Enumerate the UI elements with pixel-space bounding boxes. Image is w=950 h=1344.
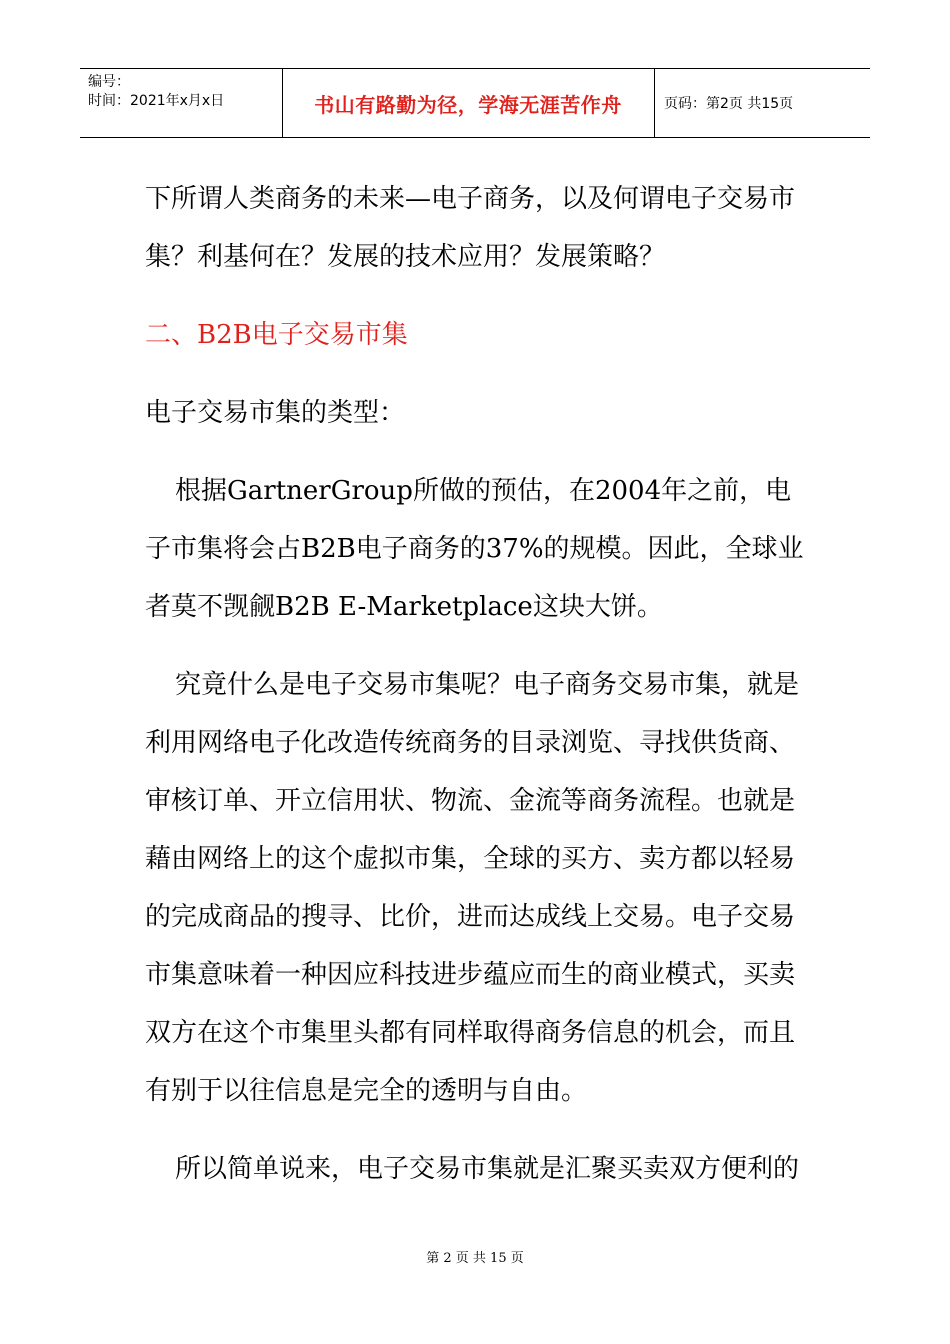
- section-heading: 二、B2B电子交易市集: [145, 320, 408, 350]
- paragraph-definition: 究竟什么是电子交易市集呢？电子商务交易市集，就是利用网络电子化改造传统商务的目录浏览、寻找供货商、审核订单、开立信用状、物流、金流等商务流程。也就是藉由网络上的这个虚拟市集，全球的买方、卖方都以轻易的完成商品的搜寻、比价，进而达成线上交易。电子交易市集意味着一种因应科技进步蕴应而生的商业模式，买卖双方在这个市集里头都有同样取得商务信息的机会，而且有别于以往信息是完全的透明与自由。: [145, 670, 800, 1106]
- paragraph-summary: 所以简单说来，电子交易市集就是汇聚买卖双方便利的: [175, 1154, 800, 1184]
- document-body: [145, 170, 810, 1198]
- paragraph-intro: 下所谓人类商务的未来—电子商务，以及何谓电子交易市集？利基何在？发展的技术应用？发展策略？: [145, 184, 796, 272]
- header-motto-cell: [282, 69, 655, 137]
- page-footer: 第 2 页 共 15 页: [426, 1251, 524, 1266]
- header-motto: 书山有路勤为径，学海无涯苦作舟: [314, 92, 622, 117]
- page-header: [80, 68, 870, 138]
- header-meta-cell: [80, 69, 283, 137]
- document-number-label: 编号：: [88, 74, 130, 90]
- paragraph-gartner: 根据GartnerGroup所做的预估，在2004年之前，电子市集将会占B2B电子商务的37%的规模。因此，全球业者莫不觊觎B2B E-Marketplace这块大饼。: [145, 476, 804, 622]
- header-page-cell: [654, 69, 870, 137]
- document-date-label: 时间：2021年x月x日: [88, 93, 225, 109]
- subheading-types: 电子交易市集的类型：: [145, 398, 406, 428]
- header-page-info: 页码：第2页 共15页: [664, 96, 794, 112]
